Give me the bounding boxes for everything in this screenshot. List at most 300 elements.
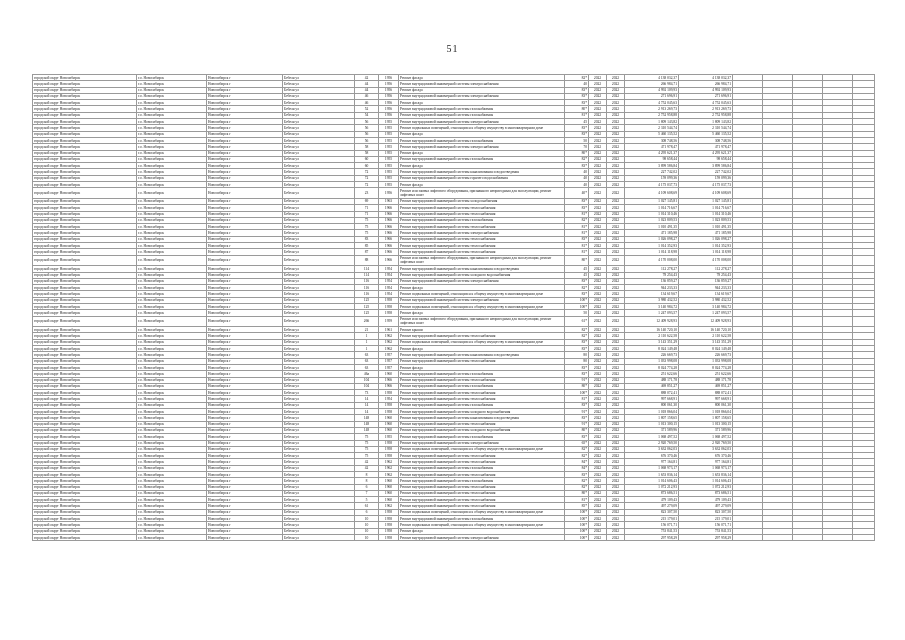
total-cell: 1 247 093,57 xyxy=(679,310,733,316)
done-year-cell: 2022 xyxy=(607,211,625,217)
district-cell: г.о. Новосибирск xyxy=(137,224,207,230)
total-cell: 5 460 135,52 xyxy=(679,131,733,137)
wear-cell: 81* xyxy=(565,243,589,249)
empty-cell xyxy=(853,534,875,540)
build-year-cell: 1966 xyxy=(379,217,399,223)
work-type-cell: Ремонт внутридомовой инженерной системы теплоснабжения xyxy=(399,205,565,211)
total-cell: 3 632 062,03 xyxy=(679,446,733,452)
build-year-cell: 1958 xyxy=(379,516,399,522)
locality-cell: Новосибирск г xyxy=(207,169,283,175)
work-type-cell: Ремонт внутридомовой инженерной системы электроснабжения xyxy=(399,278,565,284)
municipality-cell: городской округ Новосибирск xyxy=(33,497,137,503)
done-year-cell: 2022 xyxy=(607,106,625,112)
wear-cell: 83* xyxy=(565,371,589,377)
build-year-cell: 1956 xyxy=(379,87,399,93)
street-cell: Бебеля ул xyxy=(283,440,355,446)
cost-cell: 227 742,02 xyxy=(625,169,679,175)
total-cell: 800 061,30 xyxy=(679,402,733,408)
work-type-cell: Ремонт внутридомовой инженерной системы электроснабжения xyxy=(399,230,565,236)
house-number-cell: 75 xyxy=(355,446,379,452)
cost-cell: 1 014 118,98 xyxy=(625,249,679,255)
district-cell: г.о. Новосибирск xyxy=(137,131,207,137)
done-year-cell: 2022 xyxy=(607,534,625,540)
done-year-cell: 2022 xyxy=(607,125,625,131)
municipality-cell: городской округ Новосибирск xyxy=(33,230,137,236)
street-cell: Бебеля ул xyxy=(283,377,355,383)
wear-cell: 82* xyxy=(565,285,589,291)
work-type-cell: Ремонт внутридомовой инженерной системы теплоснабжения xyxy=(399,390,565,396)
district-cell: г.о. Новосибирск xyxy=(137,528,207,534)
done-year-cell: 2022 xyxy=(607,421,625,427)
done-year-cell: 2022 xyxy=(607,87,625,93)
wear-cell: 83* xyxy=(565,415,589,421)
cost-cell: 3 140 984,72 xyxy=(625,303,679,309)
street-cell: Бебеля ул xyxy=(283,266,355,272)
district-cell: г.о. Новосибирск xyxy=(137,297,207,303)
plan-year-cell: 2022 xyxy=(589,390,607,396)
house-number-cell: 14 xyxy=(355,409,379,415)
house-number-cell: 75 xyxy=(355,224,379,230)
total-cell: 1 072 212,93 xyxy=(679,484,733,490)
done-year-cell: 2022 xyxy=(607,333,625,339)
street-cell: Бебеля ул xyxy=(283,175,355,181)
build-year-cell: 1955 xyxy=(379,175,399,181)
wear-cell: 50 xyxy=(565,137,589,143)
locality-cell: Новосибирск г xyxy=(207,390,283,396)
plan-year-cell: 2022 xyxy=(589,377,607,383)
plan-year-cell: 2022 xyxy=(589,327,607,333)
locality-cell: Новосибирск г xyxy=(207,163,283,169)
district-cell: г.о. Новосибирск xyxy=(137,150,207,156)
build-year-cell: 1960 xyxy=(379,421,399,427)
build-year-cell: 1960 xyxy=(379,497,399,503)
cost-cell: 16 140 720,10 xyxy=(625,327,679,333)
municipality-cell: городской округ Новосибирск xyxy=(33,465,137,471)
municipality-cell: городской округ Новосибирск xyxy=(33,243,137,249)
district-cell: г.о. Новосибирск xyxy=(137,81,207,87)
house-number-cell: 148 xyxy=(355,427,379,433)
build-year-cell: 1954 xyxy=(379,278,399,284)
build-year-cell: 1962 xyxy=(379,333,399,339)
plan-year-cell: 2022 xyxy=(589,131,607,137)
street-cell: Бебеля ул xyxy=(283,465,355,471)
locality-cell: Новосибирск г xyxy=(207,125,283,131)
locality-cell: Новосибирск г xyxy=(207,522,283,528)
locality-cell: Новосибирск г xyxy=(207,224,283,230)
work-type-cell: Ремонт внутридомовой инженерной системы электроснабжения xyxy=(399,440,565,446)
total-cell: 371 589,96 xyxy=(679,427,733,433)
district-cell: г.о. Новосибирск xyxy=(137,169,207,175)
plan-year-cell: 2022 xyxy=(589,249,607,255)
done-year-cell: 2022 xyxy=(607,93,625,99)
house-number-cell: 6 xyxy=(355,484,379,490)
municipality-cell: городской округ Новосибирск xyxy=(33,303,137,309)
plan-year-cell: 2022 xyxy=(589,516,607,522)
build-year-cell: 1958 xyxy=(379,409,399,415)
locality-cell: Новосибирск г xyxy=(207,230,283,236)
house-number-cell: 63 xyxy=(355,364,379,370)
municipality-cell: городской округ Новосибирск xyxy=(33,503,137,509)
wear-cell: 82* xyxy=(565,484,589,490)
house-number-cell: 42 xyxy=(355,459,379,465)
wear-cell: 83* xyxy=(565,131,589,137)
street-cell: Бебеля ул xyxy=(283,81,355,87)
municipality-cell: городской округ Новосибирск xyxy=(33,266,137,272)
total-cell: 8 024 774,28 xyxy=(679,364,733,370)
plan-year-cell: 2022 xyxy=(589,478,607,484)
build-year-cell: 1960 xyxy=(379,371,399,377)
house-number-cell: 44 xyxy=(355,81,379,87)
total-cell: 2 310 544,74 xyxy=(679,125,733,131)
done-year-cell: 2022 xyxy=(607,224,625,230)
district-cell: г.о. Новосибирск xyxy=(137,478,207,484)
build-year-cell: 1957 xyxy=(379,364,399,370)
locality-cell: Новосибирск г xyxy=(207,278,283,284)
done-year-cell: 2022 xyxy=(607,497,625,503)
done-year-cell: 2022 xyxy=(607,131,625,137)
wear-cell: 83* xyxy=(565,434,589,440)
total-cell: 4 138 032,37 xyxy=(679,75,733,81)
wear-cell: 45 xyxy=(565,119,589,125)
street-cell: Бебеля ул xyxy=(283,211,355,217)
house-number-cell: 44 xyxy=(355,87,379,93)
street-cell: Бебеля ул xyxy=(283,453,355,459)
work-type-cell: Ремонт фасада xyxy=(399,75,565,81)
house-number-cell: 1 xyxy=(355,339,379,345)
plan-year-cell: 2022 xyxy=(589,440,607,446)
house-number-cell: 114 xyxy=(355,272,379,278)
district-cell: г.о. Новосибирск xyxy=(137,333,207,339)
district-cell: г.о. Новосибирск xyxy=(137,503,207,509)
district-cell: г.о. Новосибирск xyxy=(137,339,207,345)
house-number-cell: 56 xyxy=(355,119,379,125)
plan-year-cell: 2022 xyxy=(589,144,607,150)
plan-year-cell: 2022 xyxy=(589,396,607,402)
total-cell: 1 023 809,53 xyxy=(679,217,733,223)
locality-cell: Новосибирск г xyxy=(207,198,283,204)
work-type-cell: Ремонт фасада xyxy=(399,150,565,156)
work-type-cell: Ремонт внутридомовой инженерной системы теплоснабжения xyxy=(399,396,565,402)
total-cell: 1 027 145,81 xyxy=(679,198,733,204)
municipality-cell: городской округ Новосибирск xyxy=(33,415,137,421)
wear-cell: 81* xyxy=(565,112,589,118)
work-type-cell: Ремонт фасада xyxy=(399,285,565,291)
municipality-cell: городской округ Новосибирск xyxy=(33,87,137,93)
cost-cell: 1 023 809,53 xyxy=(625,217,679,223)
plan-year-cell: 2022 xyxy=(589,503,607,509)
house-number-cell: 42 xyxy=(355,75,379,81)
build-year-cell: 1955 xyxy=(379,156,399,162)
plan-year-cell: 2022 xyxy=(589,156,607,162)
locality-cell: Новосибирск г xyxy=(207,119,283,125)
street-cell: Бебеля ул xyxy=(283,217,355,223)
work-type-cell: Ремонт подвальных помещений, относящихся к общему имуществу в многоквартирном доме xyxy=(399,339,565,345)
wear-cell: 84* xyxy=(565,459,589,465)
district-cell: г.о. Новосибирск xyxy=(137,255,207,266)
street-cell: Бебеля ул xyxy=(283,339,355,345)
locality-cell: Новосибирск г xyxy=(207,528,283,534)
wear-cell: 82* xyxy=(565,478,589,484)
build-year-cell: 1956 xyxy=(379,100,399,106)
total-cell: 1 809 143,82 xyxy=(679,119,733,125)
total-cell: 479 109,43 xyxy=(679,497,733,503)
total-cell: 112 278,27 xyxy=(679,266,733,272)
cost-cell: 4 175 037,73 xyxy=(625,182,679,188)
work-type-cell: Ремонт фасада xyxy=(399,182,565,188)
house-number-cell: 73 xyxy=(355,390,379,396)
cost-cell: 134 619,67 xyxy=(625,291,679,297)
cost-cell: 2 752 958,88 xyxy=(625,112,679,118)
municipality-cell: городской округ Новосибирск xyxy=(33,205,137,211)
wear-cell: 82* xyxy=(565,446,589,452)
work-type-cell: Ремонт внутридомовой инженерной системы теплоснабжения xyxy=(399,377,565,383)
wear-cell: 100* xyxy=(565,534,589,540)
wear-cell: 45 xyxy=(565,272,589,278)
municipality-cell: городской округ Новосибирск xyxy=(33,278,137,284)
done-year-cell: 2022 xyxy=(607,156,625,162)
work-type-cell: Ремонт подвальных помещений, относящихся к общему имуществу в многоквартирном доме xyxy=(399,522,565,528)
municipality-cell: городской округ Новосибирск xyxy=(33,150,137,156)
build-year-cell: 1958 xyxy=(379,390,399,396)
plan-year-cell: 2022 xyxy=(589,93,607,99)
work-type-cell: Ремонт внутридомовой инженерной системы теплоснабжения xyxy=(399,484,565,490)
district-cell: г.о. Новосибирск xyxy=(137,383,207,389)
work-type-cell: Ремонт внутридомовой инженерной системы теплоснабжения xyxy=(399,249,565,255)
house-number-cell: 116 xyxy=(355,278,379,284)
cost-cell: 4 752 045,63 xyxy=(625,100,679,106)
municipality-cell: городской округ Новосибирск xyxy=(33,137,137,143)
locality-cell: Новосибирск г xyxy=(207,188,283,199)
work-type-cell: Ремонт внутридомовой инженерной системы холодного водоснабжения xyxy=(399,409,565,415)
street-cell: Бебеля ул xyxy=(283,236,355,242)
street-cell: Бебеля ул xyxy=(283,112,355,118)
done-year-cell: 2022 xyxy=(607,169,625,175)
street-cell: Бебеля ул xyxy=(283,421,355,427)
municipality-cell: городской округ Новосибирск xyxy=(33,106,137,112)
municipality-cell: городской округ Новосибирск xyxy=(33,188,137,199)
build-year-cell: 1966 xyxy=(379,383,399,389)
house-number-cell: 63 xyxy=(355,352,379,358)
municipality-cell: городской округ Новосибирск xyxy=(33,255,137,266)
municipality-cell: городской округ Новосибирск xyxy=(33,272,137,278)
total-cell: 297 958,29 xyxy=(679,534,733,540)
locality-cell: Новосибирск г xyxy=(207,352,283,358)
cost-cell: 1 809 143,82 xyxy=(625,119,679,125)
cost-cell: 136 859,27 xyxy=(625,278,679,284)
house-number-cell: 71 xyxy=(355,205,379,211)
build-year-cell: 1958 xyxy=(379,509,399,515)
house-number-cell: 6 xyxy=(355,509,379,515)
build-year-cell: 1954 xyxy=(379,291,399,297)
district-cell: г.о. Новосибирск xyxy=(137,182,207,188)
done-year-cell: 2022 xyxy=(607,415,625,421)
total-cell: 977 164,81 xyxy=(679,459,733,465)
cost-cell: 271 696,91 xyxy=(625,93,679,99)
build-year-cell: 1955 xyxy=(379,144,399,150)
locality-cell: Новосибирск г xyxy=(207,503,283,509)
work-type-cell: Ремонт фасада xyxy=(399,528,565,534)
wear-cell: 85* xyxy=(565,503,589,509)
locality-cell: Новосибирск г xyxy=(207,364,283,370)
done-year-cell: 2022 xyxy=(607,230,625,236)
total-cell: 1 014 310,46 xyxy=(679,211,733,217)
build-year-cell: 1958 xyxy=(379,402,399,408)
done-year-cell: 2022 xyxy=(607,291,625,297)
locality-cell: Новосибирск г xyxy=(207,346,283,352)
work-type-cell: Ремонт или замена лифтового оборудования, признанного непригодным для эксплуатации, ремонт лифтовых шахт xyxy=(399,316,565,327)
build-year-cell: 1954 xyxy=(379,272,399,278)
wear-cell: 83* xyxy=(565,472,589,478)
work-type-cell: Ремонт внутридомовой инженерной системы электроснабжения xyxy=(399,81,565,87)
street-cell: Бебеля ул xyxy=(283,125,355,131)
municipality-cell: городской округ Новосибирск xyxy=(33,402,137,408)
municipality-cell: городской округ Новосибирск xyxy=(33,131,137,137)
district-cell: г.о. Новосибирск xyxy=(137,434,207,440)
plan-year-cell: 2022 xyxy=(589,75,607,81)
cost-cell: 3 143 351,29 xyxy=(625,339,679,345)
build-year-cell: 1960 xyxy=(379,490,399,496)
municipality-cell: городской округ Новосибирск xyxy=(33,409,137,415)
done-year-cell: 2022 xyxy=(607,144,625,150)
done-year-cell: 2022 xyxy=(607,509,625,515)
district-cell: г.о. Новосибирск xyxy=(137,509,207,515)
municipality-cell: городской округ Новосибирск xyxy=(33,490,137,496)
municipality-cell: городской округ Новосибирск xyxy=(33,236,137,242)
done-year-cell: 2022 xyxy=(607,266,625,272)
wear-cell: 81* xyxy=(565,497,589,503)
work-type-cell: Ремонт крыши xyxy=(399,327,565,333)
done-year-cell: 2022 xyxy=(607,434,625,440)
district-cell: г.о. Новосибирск xyxy=(137,278,207,284)
cost-cell: 159 099,36 xyxy=(625,175,679,181)
municipality-cell: городской округ Новосибирск xyxy=(33,534,137,540)
wear-cell: 83* xyxy=(565,291,589,297)
done-year-cell: 2022 xyxy=(607,490,625,496)
wear-cell: 82* xyxy=(565,453,589,459)
street-cell: Бебеля ул xyxy=(283,272,355,278)
cost-cell: 5 460 135,52 xyxy=(625,131,679,137)
total-cell: 488 171,78 xyxy=(679,377,733,383)
district-cell: г.о. Новосибирск xyxy=(137,198,207,204)
total-cell: 1 013 300,15 xyxy=(679,421,733,427)
total-cell: 753 841,53 xyxy=(679,528,733,534)
house-number-cell: 10 xyxy=(355,522,379,528)
municipality-cell: городской округ Новосибирск xyxy=(33,522,137,528)
municipality-cell: городской округ Новосибирск xyxy=(33,119,137,125)
work-type-cell: Ремонт внутридомовой инженерной системы газоснабжения xyxy=(399,156,565,162)
street-cell: Бебеля ул xyxy=(283,352,355,358)
cost-cell: 266 984,71 xyxy=(625,81,679,87)
wear-cell: 82* xyxy=(565,327,589,333)
municipality-cell: городской округ Новосибирск xyxy=(33,472,137,478)
street-cell: Бебеля ул xyxy=(283,119,355,125)
district-cell: г.о. Новосибирск xyxy=(137,364,207,370)
build-year-cell: 1962 xyxy=(379,346,399,352)
total-cell: 1 068 973,17 xyxy=(679,465,733,471)
build-year-cell: 1960 xyxy=(379,415,399,421)
cost-cell: 2 913 269,73 xyxy=(625,106,679,112)
district-cell: г.о. Новосибирск xyxy=(137,211,207,217)
locality-cell: Новосибирск г xyxy=(207,484,283,490)
municipality-cell: городской округ Новосибирск xyxy=(33,358,137,364)
work-type-cell: Ремонт внутридомовой инженерной системы газоснабжения xyxy=(399,402,565,408)
municipality-cell: городской округ Новосибирск xyxy=(33,175,137,181)
wear-cell: 81* xyxy=(565,211,589,217)
cost-cell: 1 653 836,14 xyxy=(625,472,679,478)
work-type-cell: Ремонт внутридомовой инженерной системы холодоснабжения xyxy=(399,198,565,204)
municipality-cell: городской округ Новосибирск xyxy=(33,396,137,402)
build-year-cell: 1962 xyxy=(379,339,399,345)
house-number-cell: 104 xyxy=(355,377,379,383)
municipality-cell: городской округ Новосибирск xyxy=(33,453,137,459)
street-cell: Бебеля ул xyxy=(283,371,355,377)
done-year-cell: 2022 xyxy=(607,163,625,169)
locality-cell: Новосибирск г xyxy=(207,333,283,339)
district-cell: г.о. Новосибирск xyxy=(137,285,207,291)
work-type-cell: Ремонт фасада xyxy=(399,87,565,93)
plan-year-cell: 2022 xyxy=(589,81,607,87)
district-cell: г.о. Новосибирск xyxy=(137,316,207,327)
municipality-cell: городской округ Новосибирск xyxy=(33,93,137,99)
cost-cell: 251 622,66 xyxy=(625,371,679,377)
street-cell: Бебеля ул xyxy=(283,100,355,106)
locality-cell: Новосибирск г xyxy=(207,175,283,181)
empty-cell xyxy=(853,188,875,199)
total-cell: 3 980 432,52 xyxy=(679,297,733,303)
wear-cell: 100* xyxy=(565,522,589,528)
municipality-cell: городской округ Новосибирск xyxy=(33,383,137,389)
cost-cell: 1 014 716,67 xyxy=(625,205,679,211)
locality-cell: Новосибирск г xyxy=(207,87,283,93)
work-type-cell: Ремонт внутридомовой инженерной системы газоснабжения xyxy=(399,217,565,223)
municipality-cell: городской округ Новосибирск xyxy=(33,371,137,377)
total-cell: 78 254,43 xyxy=(679,272,733,278)
municipality-cell: городской округ Новосибирск xyxy=(33,478,137,484)
plan-year-cell: 2022 xyxy=(589,421,607,427)
total-cell: 134 619,67 xyxy=(679,291,733,297)
plan-year-cell: 2022 xyxy=(589,188,607,199)
street-cell: Бебеля ул xyxy=(283,169,355,175)
plan-year-cell: 2022 xyxy=(589,358,607,364)
cost-cell: 1 014 606,43 xyxy=(625,478,679,484)
plan-year-cell: 2022 xyxy=(589,453,607,459)
street-cell: Бебеля ул xyxy=(283,291,355,297)
municipality-cell: городской округ Новосибирск xyxy=(33,509,137,515)
district-cell: г.о. Новосибирск xyxy=(137,100,207,106)
work-type-cell: Ремонт или замена лифтового оборудования, признанного непригодным для эксплуатации, ремонт лифтовых шахт xyxy=(399,188,565,199)
build-year-cell: 1957 xyxy=(379,352,399,358)
locality-cell: Новосибирск г xyxy=(207,156,283,162)
street-cell: Бебеля ул xyxy=(283,137,355,143)
total-cell: 1 653 836,14 xyxy=(679,472,733,478)
municipality-cell: городской округ Новосибирск xyxy=(33,163,137,169)
street-cell: Бебеля ул xyxy=(283,478,355,484)
done-year-cell: 2022 xyxy=(607,81,625,87)
cost-cell: 226 669,73 xyxy=(625,352,679,358)
plan-year-cell: 2022 xyxy=(589,316,607,327)
wear-cell: 80* xyxy=(565,150,589,156)
district-cell: г.о. Новосибирск xyxy=(137,522,207,528)
total-cell: 888 072,41 xyxy=(679,390,733,396)
total-cell: 266 984,71 xyxy=(679,81,733,87)
street-cell: Бебеля ул xyxy=(283,528,355,534)
cost-cell: 488 171,78 xyxy=(625,377,679,383)
locality-cell: Новосибирск г xyxy=(207,509,283,515)
house-number-cell: 46 xyxy=(355,100,379,106)
empty-cell xyxy=(823,534,853,540)
municipality-cell: городской округ Новосибирск xyxy=(33,310,137,316)
district-cell: г.о. Новосибирск xyxy=(137,427,207,433)
